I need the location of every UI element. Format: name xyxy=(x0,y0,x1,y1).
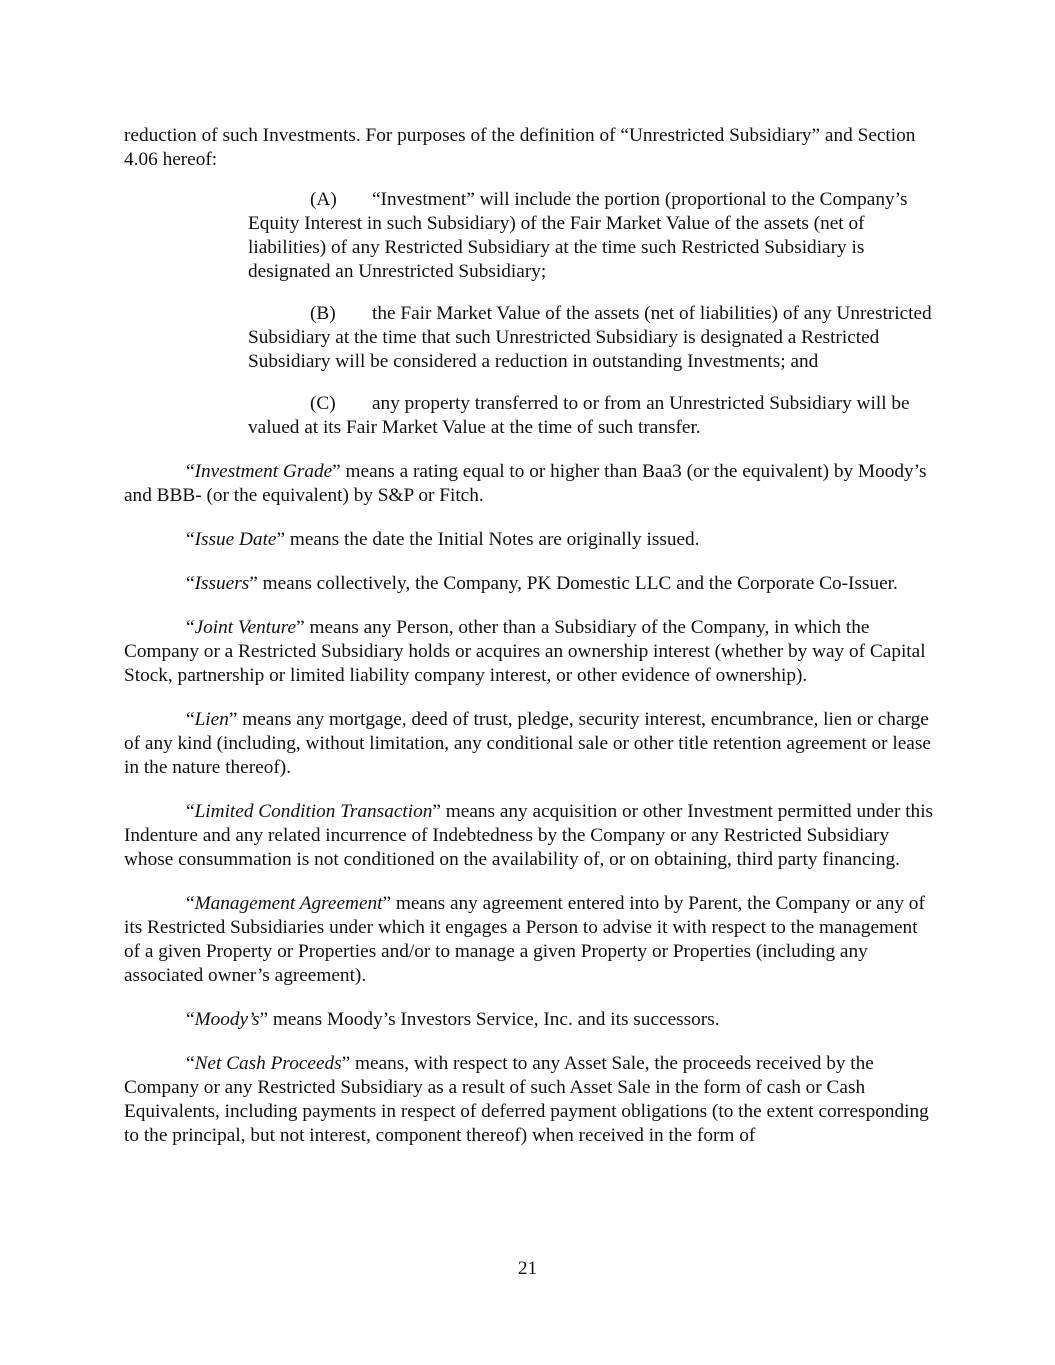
definition-text: ” means, with respect to any Asset Sale, the proceeds received by the Company or any Restricted Subsidiary as a result of such Asset Sale in the form of cash or Cash Equivalents, including payments in respect of deferred payment obligations (to the extent corresponding to the principal, but not interest, component thereof) when received in the form of xyxy=(124,1053,929,1146)
subclause-label: (A) xyxy=(310,189,337,210)
definition-text: ” means any acquisition or other Investment permitted under this Indenture and any related incurrence of Indebtedness by the Company or any Restricted Subsidiary whose consummation is not conditioned on the availability of, or on obtaining, third party financing. xyxy=(124,801,934,870)
open-quote: “ xyxy=(186,801,195,822)
subclause-b xyxy=(248,302,936,374)
definition-investment-grade xyxy=(124,460,936,508)
defined-term: Management Agreement xyxy=(194,893,383,914)
subclause-label: (C) xyxy=(310,393,336,414)
subclause-label: (B) xyxy=(310,303,336,324)
definition-text: ” means collectively, the Company, PK Domestic LLC and the Corporate Co-Issuer. xyxy=(249,573,898,594)
subclause-text: the Fair Market Value of the assets (net of liabilities) of any Unrestricted Subsidiary at the time that such Unrestricted Subsidiary is designated a Restricted Subsidiary will be considered a reduction in outstanding Investments; and xyxy=(248,303,932,372)
page-number: 21 xyxy=(517,1258,538,1279)
definition-moodys xyxy=(124,1008,936,1032)
definition-text: ” means a rating equal to or higher than Baa3 (or the equivalent) by Moody’s and BBB- (or the equivalent) by S&P or Fitch. xyxy=(124,461,927,506)
subclause-text: any property transferred to or from an Unrestricted Subsidiary will be valued at its Fair Market Value at the time of such transfer. xyxy=(248,393,910,438)
open-quote: “ xyxy=(186,709,195,730)
defined-term: Limited Condition Transaction xyxy=(194,801,433,822)
definition-joint-venture xyxy=(124,616,936,688)
open-quote: “ xyxy=(186,893,195,914)
subclause-text: “Investment” will include the portion (proportional to the Company’s Equity Interest in such Subsidiary) of the Fair Market Value of the assets (net of liabilities) of any Restricted Subsidiary at the time such Restricted Subsidiary is designated an Unrestricted Subsidiary; xyxy=(248,189,908,282)
open-quote: “ xyxy=(186,1009,195,1030)
defined-term: Net Cash Proceeds xyxy=(194,1053,342,1074)
definition-net-cash-proceeds xyxy=(124,1052,936,1148)
intro-paragraph: reduction of such Investments. For purposes of the definition of “Unrestricted Subsidiary” and Section 4.06 hereof: xyxy=(124,125,916,170)
definition-issue-date xyxy=(124,528,936,552)
defined-term: Moody’s xyxy=(194,1009,260,1030)
document-page xyxy=(124,124,936,1168)
definition-text: ” means Moody’s Investors Service, Inc. and its successors. xyxy=(259,1009,720,1030)
subclause-a xyxy=(248,188,936,284)
definition-issuers xyxy=(124,572,936,596)
subclause-c xyxy=(248,392,936,440)
definition-text: ” means the date the Initial Notes are originally issued. xyxy=(276,529,700,550)
open-quote: “ xyxy=(186,617,195,638)
defined-term: Joint Venture xyxy=(194,617,297,638)
definition-management-agreement xyxy=(124,892,936,988)
open-quote: “ xyxy=(186,1053,195,1074)
defined-term: Issuers xyxy=(194,573,250,594)
open-quote: “ xyxy=(186,573,195,594)
defined-term: Lien xyxy=(194,709,229,730)
definition-text: ” means any mortgage, deed of trust, pledge, security interest, encumbrance, lien or charge of any kind (including, without limitation, any conditional sale or other title retention agreement or lease in the nature thereof). xyxy=(124,709,931,778)
definition-text: ” means any Person, other than a Subsidiary of the Company, in which the Company or a Restricted Subsidiary holds or acquires an ownership interest (whether by way of Capital Stock, partnership or limited liability company interest, or other evidence of ownership). xyxy=(124,617,926,686)
open-quote: “ xyxy=(186,529,195,550)
defined-term: Issue Date xyxy=(194,529,277,550)
definition-text: ” means any agreement entered into by Parent, the Company or any of its Restricted Subsidiaries under which it engages a Person to advise it with respect to the management of a given Property or Properties and/or to manage a given Property or Properties (including any associated owner’s agreement). xyxy=(124,893,925,986)
definition-lien xyxy=(124,708,936,780)
definition-limited-condition-transaction xyxy=(124,800,936,872)
defined-term: Investment Grade xyxy=(194,461,333,482)
open-quote: “ xyxy=(186,461,195,482)
